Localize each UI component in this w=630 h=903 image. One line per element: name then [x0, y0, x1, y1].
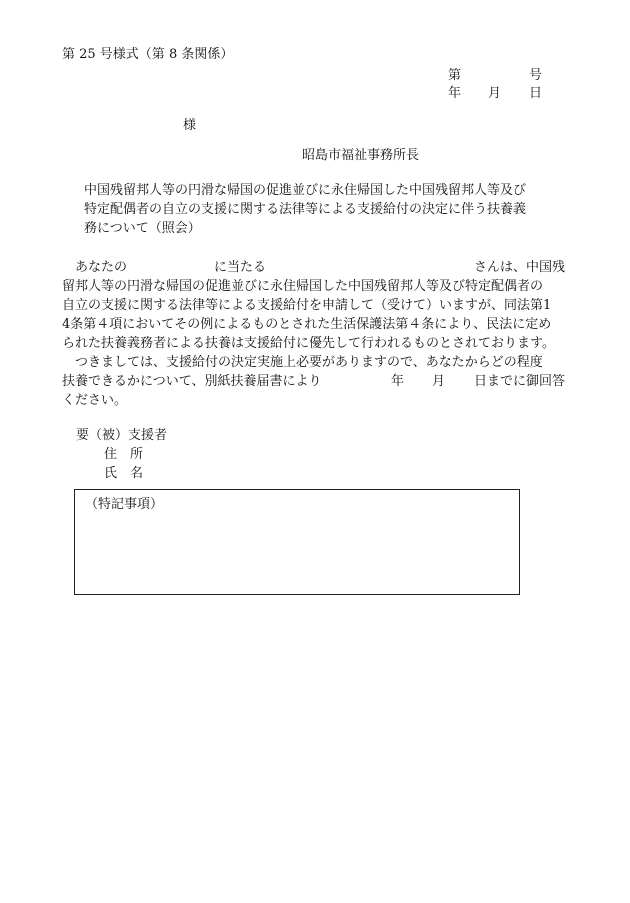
body-line: 留邦人等の円滑な帰国の促進並びに永住帰国した中国残留邦人等及び特定配偶者の — [62, 279, 544, 294]
date-year: 年 — [448, 86, 462, 101]
number-suffix: 号 — [529, 68, 543, 83]
body-line7-a: 扶養できるかについて、別紙扶養届書により — [62, 374, 322, 389]
reply-month: 月 — [432, 374, 446, 389]
form-label: 第 25 号様式（第 8 条関係） — [62, 47, 234, 62]
recipient-label: 要（被）支援者 — [76, 428, 168, 443]
sender: 昭島市福祉事務所長 — [302, 148, 420, 163]
title-line: 中国残留邦人等の円滑な帰国の促進並びに永住帰国した中国残留邦人等及び — [84, 183, 527, 198]
date-day: 日 — [529, 86, 543, 101]
body-line1-c: さんは、中国残 — [474, 260, 566, 275]
body-line1-b: に当たる — [214, 260, 267, 275]
number-prefix: 第 — [448, 68, 462, 83]
body-line: 自立の支援に関する法律等による支援給付を申請して（受けて）いますが、同法第1 — [62, 298, 552, 313]
body-line — [62, 372, 582, 391]
title-line: 務について（照会） — [84, 221, 201, 236]
recipient-address-label: 住 所 — [104, 447, 144, 462]
body-line1-a: あなたの — [75, 260, 128, 275]
body-line: られた扶養義務者による扶養は支援給付に優先して行われるものとされております。 — [62, 336, 555, 351]
date-month: 月 — [488, 86, 502, 101]
special-notes-label: （特記事項） — [85, 497, 164, 512]
body-paragraph — [62, 258, 582, 410]
addressee-suffix: 様 — [183, 118, 197, 133]
body-line: 4条第４項においてその例によるものとされた生活保護法第４条により、民法に定め — [62, 317, 552, 332]
document-title — [84, 181, 526, 238]
recipient-name-label: 氏 名 — [104, 466, 144, 481]
special-notes-box[interactable] — [74, 489, 520, 595]
body-line: つきましては、支援給付の決定実施上必要がありますので、あなたからどの程度 — [75, 355, 543, 370]
title-line: 特定配偶者の自立の支援に関する法律等による支援給付の決定に伴う扶養義 — [84, 202, 527, 217]
reply-year: 年 — [391, 374, 405, 389]
body-line: ください。 — [62, 393, 128, 408]
reply-day-end: 日までに御回答 — [474, 374, 566, 389]
body-line — [62, 258, 582, 277]
